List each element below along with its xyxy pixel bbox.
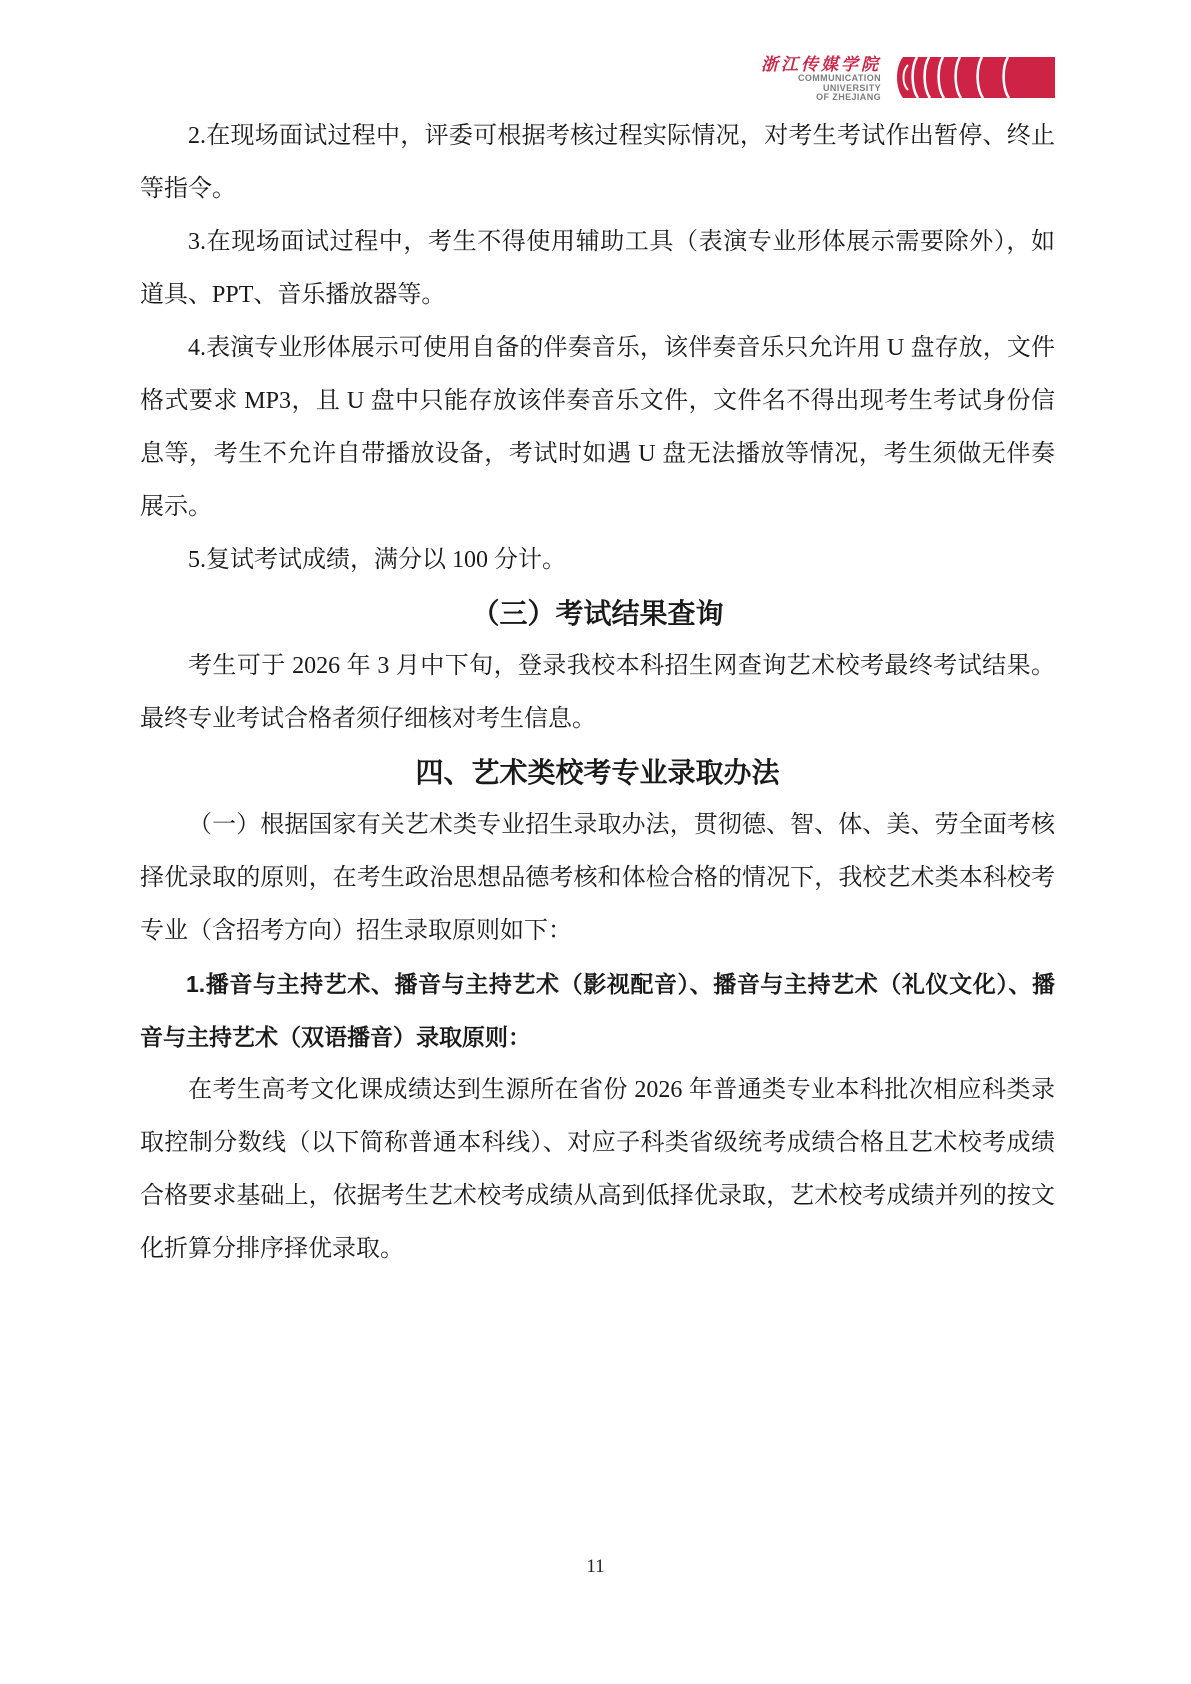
paragraph-broadcasting-majors-title: 1.播音与主持艺术、播音与主持艺术（影视配音）、播音与主持艺术（礼仪文化）、播音与主持艺术（双语播音）录取原则： [140, 971, 1055, 1050]
university-emblem-icon [893, 57, 1055, 98]
logo-en-line2: UNIVERSITY [822, 82, 881, 93]
paragraph-admission-rule-detail: 在考生高考文化课成绩达到生源所在省份 2026 年普通类专业本科批次相应科类录取控制分数线（以下简称普通本科线）、对应子科类省级统考成绩合格且艺术校考成绩合格要求基础上，依据考生艺术校考成绩从高到低择优录取，艺术校考成绩并列的按文化折算分排序择优录取。 [140, 1077, 1055, 1262]
paragraph-interview-rule-4: 4.表演专业形体展示可使用自备的伴奏音乐，该伴奏音乐只允许用 U 盘存放，文件格式要求 MP3，且 U 盘中只能存放该伴奏音乐文件，文件名不得出现考生考试身份信息等，考生不允许自带播放设备，考试时如遇 U 盘无法播放等情况，考生须做无伴奏展示。 [140, 335, 1055, 520]
logo-en-line1: COMMUNICATION [797, 73, 881, 83]
logo-text-block [761, 56, 881, 103]
paragraph-result-query: 考生可于 2026 年 3 月中下旬，登录我校本科招生网查询艺术校考最终考试结果。最终专业考试合格者须仔细核对考生信息。 [140, 653, 1055, 732]
document-body [140, 110, 1055, 1276]
paragraph-interview-rule-2: 2.在现场面试过程中，评委可根据考核过程实际情况，对考生考试作出暂停、终止等指令。 [140, 123, 1055, 202]
logo-english-name [761, 74, 881, 103]
page-number: 11 [586, 1556, 605, 1577]
logo-en-line3: OF ZHEJIANG [816, 92, 881, 102]
paragraph-interview-rule-5: 5.复试考试成绩，满分以 100 分计。 [188, 547, 566, 573]
paragraph-admission-principle-intro: （一）根据国家有关艺术类专业招生录取办法，贯彻德、智、体、美、劳全面考核择优录取的原则，在考生政治思想品德考核和体检合格的情况下，我校艺术类本科校考专业（含招考方向）招生录取原则如下： [140, 812, 1055, 944]
section-heading-exam-result-query: （三）考试结果查询 [471, 598, 724, 629]
paragraph-interview-rule-3: 3.在现场面试过程中，考生不得使用辅助工具（表演专业形体展示需要除外），如道具、PPT、音乐播放器等。 [140, 229, 1055, 308]
section-heading-admission-method: 四、艺术类校考专业录取办法 [415, 757, 780, 788]
logo-chinese-name: 浙江传媒学院 [761, 55, 881, 74]
university-logo [140, 55, 1055, 101]
